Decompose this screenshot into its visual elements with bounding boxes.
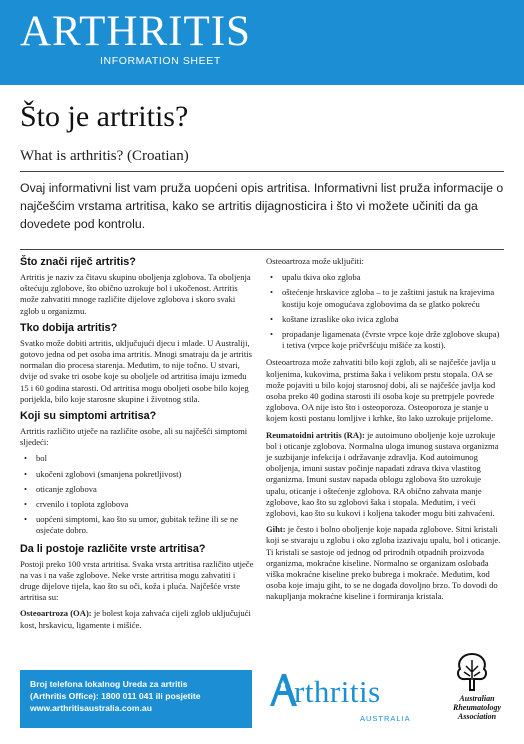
ara-name xyxy=(446,694,508,721)
list-item: • propadanje ligamenata (čvrste vrpce koje drže zglobove skupa) i tetiva (vrpce koje pričvršćuju mišiće za kosti). xyxy=(266,329,502,351)
tree-icon xyxy=(452,650,492,692)
section-heading-symptoms: Koji su simptomi artritisa? xyxy=(20,410,157,423)
header-banner xyxy=(0,0,524,85)
list-item: • uopćeni simptomi, kao što su umor, gubitak težine ili se ne osjećate dobro. xyxy=(20,514,256,536)
ara-line-3: Association xyxy=(457,712,497,721)
contact-box xyxy=(20,670,252,728)
gout-term: Giht: xyxy=(266,524,286,535)
intro-paragraph: Ovaj informativni list vam pruža uopćeni opis artritisa. Informativni list pruža informacije o najčešćim vrstama artritisa, kako se artritis dijagnosticira i što vi možete učiniti da ga dovedete pod kontrolu. xyxy=(20,181,504,231)
section-text-symptoms: Artritis različito utječe na različite osobe, ali su najčešći simptomi sljedeći: xyxy=(20,426,248,448)
ra-term: Reumatoidni artritis (RA): xyxy=(266,429,365,440)
logo-wordmark: rthritis xyxy=(294,674,381,709)
contact-line-2 xyxy=(30,690,242,702)
ra-text: je autoimuno oboljenje koje uzrokuje bol i oticanje zglobova. Normalna uloga imunog sustava organizma je suzbijanje infekcija i održavanje zdravlja. Kod autoimunog oboljenja, imuni sustav počinje napadati zdrava tkiva vlastitog organizma. Imuni sustav napada oblogu zglobova što uzrokuje upalu, oticanje i oštećenje zglobova. RA obično zahvata manje zglobove, kao što su zglobovi šaka i stopala. Međutim, i veći zglobovi, kao što su kukovi i koljena također mogu biti zahvaćeni. xyxy=(266,429,499,519)
gout-text: je često i bolno oboljenje koje napada zglobove. Sitni kristali koji se stvaraju u zglobu i oko zgloba izazivaju upalu, bol i oticanje. Ti kristali se sastoje od jednog od prirodnih otpadnih proizvoda organizma, mokraćne kiseline. Normalno se organizam oslobađa viška mokraćne kiseline preko bubrega i mokraće. Međutim, kod osoba koje imaju giht, to se ne događa dovoljno brzo. To dovodi do nakupljanja mokraćne kiseline i formiranja kristala. xyxy=(266,524,501,602)
ara-line-1: Australian xyxy=(459,694,495,703)
section-heading-meaning: Što znači riječ artritis? xyxy=(20,256,136,268)
left-column xyxy=(20,256,256,636)
section-text-meaning: Artritis je naziv za čitavu skupinu oboljenja zglobova. Ta oboljenja oštećuju zglobove, što obično uzrokuje bol i ukočenost. Artritis može zahvatiti mnoge različite dijelove zglobova i skoro svaki zglob u organizmu. xyxy=(20,272,251,316)
list-item: • upalu tkiva oko zgloba xyxy=(266,272,502,283)
section-text-types: Postoji preko 100 vrsta artritisa. Svaka vrsta artritisa različito utječe na vas i na vaše zglobove. Neke vrste artritisa mogu zahvatiti i druge dijelove tijela, kao što su oči, koža i pluća. Najčešće vrste artritisa su: xyxy=(20,558,254,603)
oa-term: Osteoartroza (OA): xyxy=(20,608,92,619)
section-heading-who: Tko dobija artritis? xyxy=(20,321,118,334)
gout-definition xyxy=(266,524,502,602)
divider-bottom xyxy=(20,249,504,250)
section-heading-types: Da li postoje različite vrste artritisa? xyxy=(20,542,206,555)
ara-logo xyxy=(440,650,510,734)
page-subtitle: What is arthritis? (Croatian) xyxy=(20,148,189,164)
section-text-who: Svatko može dobiti artritis, uključujući djecu i mlade. U Australiji, gotovo jedna od pet osoba ima artritis. Mnogi smatraju da je artritis normalan dio procesa starenja. Međutim, to nije točno. U stvari, dvije od svake tri osobe koje su oboljele od artritisa imaju između 15 i 60 godina starosti. Od artritisa mogu oboljeti osobe bilo kojeg porijekla, bilo koje starosne skupine i životnog stila. xyxy=(20,337,252,404)
list-item: • oticanje zglobova xyxy=(20,484,256,495)
page-title: Što je artritis? xyxy=(20,100,189,133)
arthritis-australia-logo xyxy=(268,668,418,728)
ra-definition xyxy=(266,430,502,520)
oa-definition xyxy=(20,608,256,630)
list-item: • bol xyxy=(20,453,256,464)
oa-intro: Osteoartroza može uključiti: xyxy=(266,256,364,266)
contact-visit-label: ili posjetite xyxy=(155,691,201,701)
ara-line-2: Rheumatology xyxy=(452,703,501,712)
brand-title: ARTHRITIS xyxy=(20,8,251,55)
contact-line-1: Broj telefona lokalnog Ureda za artritis xyxy=(30,679,188,689)
list-item: • oštećenje hrskavice zgloba – to je zaštitni jastuk na krajevima kostiju koje omogućava zglobovima da se glatko pokreću xyxy=(266,287,502,309)
divider-top xyxy=(20,171,504,172)
oa-list xyxy=(266,272,502,351)
brand-subtitle: INFORMATION SHEET xyxy=(100,55,221,67)
contact-website-link[interactable]: www.arthritisaustralia.com.au xyxy=(30,703,152,713)
list-item: • ukočeni zglobovi (smanjena pokretljivost) xyxy=(20,469,256,480)
logo-country: AUSTRALIA xyxy=(360,714,411,723)
right-column xyxy=(266,256,502,608)
contact-phone[interactable]: 1800 011 041 xyxy=(101,691,154,701)
oa-paragraph: Osteoartroza može zahvatiti bilo koji zglob, ali se najčešće javlja u koljenima, kukovima, prstima šaka i velikom prstu stopala. OA se može pojaviti u bilo kojoj starosnoj dobi, ali se najčešće javlja kod osoba preko 40 godina starosti ili osoba koje su pretrpjele povrede zglobova. OA nije isto što i osteoporoza. Osteoporoza je stanje u kojem kosti postanu lomljive i krhke, što lako uzrokuje prijelome. xyxy=(266,357,496,424)
contact-office-label: (Arthritis Office): xyxy=(30,691,99,701)
list-item: • crvenilo i toplota zglobova xyxy=(20,499,256,510)
symptoms-list xyxy=(20,453,256,536)
oa-text: je bolest koja zahvaća cijeli zglob uključujući kost, hrskavicu, ligamente i mišiće. xyxy=(20,608,251,630)
list-item: • koštane izraslike oko ivica zgloba xyxy=(266,314,502,325)
